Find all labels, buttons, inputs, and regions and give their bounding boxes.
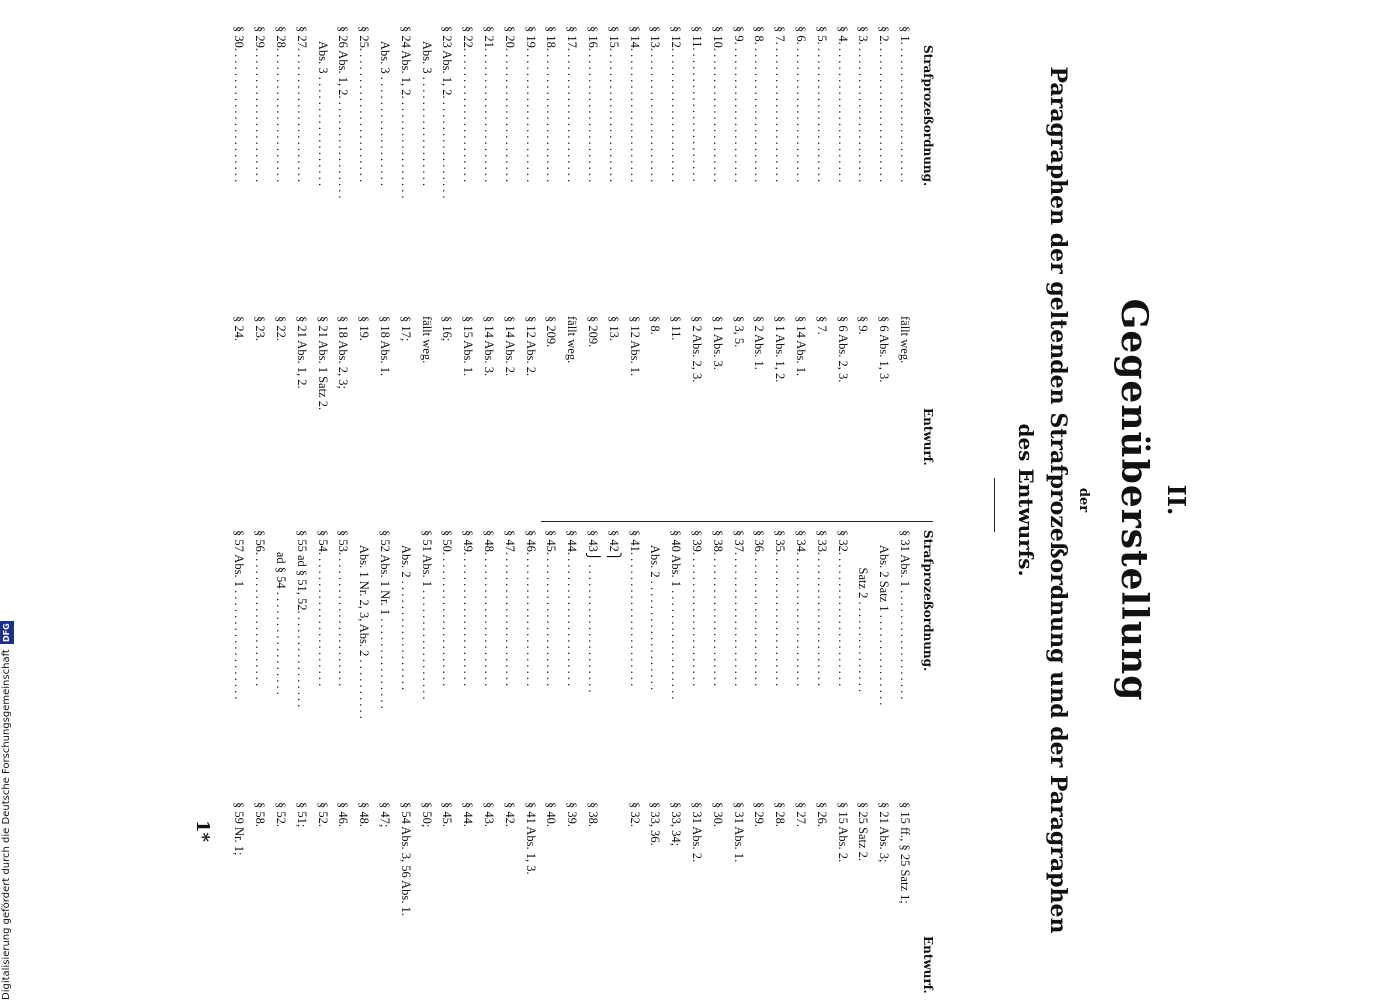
table-row — [541, 530, 562, 992]
strafprozess-cell: § 14. . . . . . . . . . . . . . . . . . . . . . — [627, 26, 642, 183]
strafprozess-cell: § 42⎫ — [606, 530, 621, 562]
page-title: Gegenüberstellung — [1113, 298, 1155, 702]
strafprozess-cell: Abs. 2 Satz 1 . . . . . . . . . . . . . . . — [877, 530, 892, 706]
strafprozess-cell: § 46. . . . . . . . . . . . . . . . . . . . . . — [523, 530, 538, 687]
entwurf-cell: § 22. — [274, 316, 289, 341]
strafprozess-cell: § 32. . . . . . . . . . . . . . . . . . . . . . — [835, 530, 850, 687]
entwurf-cell: § 42. — [502, 802, 517, 827]
subtitle-line-2: des Entwurfs. — [1014, 423, 1038, 577]
left-header-strafprozess: Strafprozeßordnung. — [921, 45, 935, 187]
dfg-logo-icon: DFG — [0, 621, 14, 644]
table-row — [624, 26, 645, 516]
table-row — [478, 530, 499, 992]
strafprozess-cell: § 20. . . . . . . . . . . . . . . . . . . . . . — [502, 26, 517, 183]
entwurf-cell: § 23. — [253, 316, 268, 341]
entwurf-cell: fällt weg. — [565, 316, 580, 364]
table-row — [728, 26, 749, 516]
strafprozess-cell: § 43⎭ . . . . . . . . . . . . . . . . . . . . . — [586, 530, 601, 693]
table-row — [457, 530, 478, 992]
table-row — [333, 530, 354, 992]
strafprozess-cell: Abs. 3 . . . . . . . . . . . . . . . . . . — [419, 26, 434, 187]
entwurf-cell: § 52. — [274, 802, 289, 827]
entwurf-cell: § 9. — [856, 316, 871, 335]
strafprozess-cell: § 47. . . . . . . . . . . . . . . . . . . . . . — [502, 530, 517, 687]
strafprozess-cell: § 4. . . . . . . . . . . . . . . . . . . . . . . — [835, 26, 850, 183]
table-row — [707, 26, 728, 516]
entwurf-cell: § 18 Abs. 2, 3; — [336, 316, 351, 389]
table-row — [395, 26, 416, 516]
entwurf-cell: § 14 Abs. 2. — [502, 316, 517, 377]
entwurf-cell: § 2 Abs. 1. — [752, 316, 767, 370]
entwurf-cell: § 13. — [606, 316, 621, 341]
strafprozess-cell: § 57 Abs. 1 . . . . . . . . . . . . . . . . . . — [232, 530, 247, 700]
entwurf-cell: § 51; — [294, 802, 309, 828]
table-row — [374, 530, 395, 992]
strafprozess-cell: § 52 Abs. 1 Nr. 1 . . . . . . . . . . . . . . . — [378, 530, 393, 709]
strafprozess-cell: § 11. . . . . . . . . . . . . . . . . . . . . . — [690, 26, 705, 182]
strafprozess-cell: § 17. . . . . . . . . . . . . . . . . . . . . . — [565, 26, 580, 183]
entwurf-cell: § 50; — [419, 802, 434, 828]
entwurf-cell: § 8. — [648, 316, 663, 335]
table-row — [873, 26, 894, 516]
table-row — [582, 26, 603, 516]
table-row — [686, 530, 707, 992]
strafprozess-cell: § 26 Abs. 1, 2. . . . . . . . . . . . . . . . . — [336, 26, 351, 199]
table-row — [790, 26, 811, 516]
strafprozess-cell: § 38. . . . . . . . . . . . . . . . . . . . . . — [710, 530, 725, 687]
entwurf-cell: § 21 Abs. 1 Satz 2. — [315, 316, 330, 411]
table-row — [728, 530, 749, 992]
table-row — [665, 530, 686, 992]
table-row — [645, 26, 666, 516]
right-table — [229, 530, 915, 992]
table-row — [437, 530, 458, 992]
entwurf-cell: § 32. — [627, 802, 642, 827]
entwurf-cell: § 47; — [378, 802, 393, 828]
table-row — [395, 530, 416, 992]
entwurf-cell: § 1 Abs. 1, 2. — [773, 316, 788, 383]
table-row — [561, 26, 582, 516]
entwurf-cell: § 30. — [710, 802, 725, 827]
strafprozess-cell: § 29. . . . . . . . . . . . . . . . . . . . . . — [253, 26, 268, 183]
table-row — [811, 530, 832, 992]
table-row — [270, 26, 291, 516]
strafprozess-cell: § 41. . . . . . . . . . . . . . . . . . . . . . — [627, 530, 642, 687]
right-header-strafprozess: Strafprozeßordnung. — [921, 530, 935, 672]
entwurf-cell: § 27. — [794, 802, 809, 827]
entwurf-cell: § 33, 34; — [669, 802, 684, 847]
entwurf-cell: § 18 Abs. 1. — [378, 316, 393, 377]
table-row — [603, 26, 624, 516]
strafprozess-cell: § 21. . . . . . . . . . . . . . . . . . . . . . — [482, 26, 497, 183]
strafprozess-cell: § 2. . . . . . . . . . . . . . . . . . . . . . . — [877, 26, 892, 183]
strafprozess-cell: § 40 Abs. 1 . . . . . . . . . . . . . . . . . . — [669, 530, 684, 700]
column-divider — [541, 521, 933, 522]
strafprozess-cell: § 54. . . . . . . . . . . . . . . . . . . . . . — [315, 530, 330, 687]
strafprozess-cell: § 23 Abs. 1, 2. . . . . . . . . . . . . . . . . — [440, 26, 455, 199]
strafprozess-cell: § 36. . . . . . . . . . . . . . . . . . . . . . — [752, 530, 767, 687]
table-row — [312, 530, 333, 992]
table-row — [499, 530, 520, 992]
strafprozess-cell: § 31 Abs. 1 . . . . . . . . . . . . . . . . . . — [898, 530, 912, 700]
entwurf-cell: § 209. — [544, 316, 559, 348]
table-row — [291, 26, 312, 516]
table-row — [270, 530, 291, 992]
strafprozess-cell: § 22. . . . . . . . . . . . . . . . . . . . . . — [461, 26, 476, 183]
entwurf-cell: § 15 Abs. 2. — [835, 802, 850, 863]
table-row — [832, 530, 853, 992]
table-row — [312, 26, 333, 516]
subtitle-line-1: Paragraphen der geltenden Strafprozeßordnung und der Paragraphen — [1045, 66, 1071, 934]
table-row — [437, 26, 458, 516]
strafprozess-cell: § 56. . . . . . . . . . . . . . . . . . . . . . — [253, 530, 268, 687]
table-row — [416, 26, 437, 516]
entwurf-cell: § 29. — [752, 802, 767, 827]
entwurf-cell: § 3, 5. — [731, 316, 746, 348]
strafprozess-cell: § 24 Abs. 1, 2. . . . . . . . . . . . . . . . . — [398, 26, 413, 199]
table-row — [250, 26, 271, 516]
table-row — [291, 530, 312, 992]
entwurf-cell: § 44. — [461, 802, 476, 827]
table-row — [894, 26, 915, 516]
entwurf-cell: § 21 Abs. 1, 2. — [294, 316, 309, 389]
strafprozess-cell: § 18. . . . . . . . . . . . . . . . . . . . . . — [544, 26, 559, 183]
strafprozess-cell: § 33. . . . . . . . . . . . . . . . . . . . . . — [814, 530, 829, 687]
strafprozess-cell: § 48. . . . . . . . . . . . . . . . . . . . . . — [482, 530, 497, 687]
entwurf-cell: § 43. — [482, 802, 497, 827]
entwurf-cell: fällt weg. — [419, 316, 434, 364]
table-row — [416, 530, 437, 992]
entwurf-cell: § 1 Abs. 3. — [710, 316, 725, 370]
strafprozess-cell: § 3. . . . . . . . . . . . . . . . . . . . . . . — [856, 26, 871, 183]
table-row — [561, 530, 582, 992]
right-header-entwurf: Entwurf. — [921, 936, 935, 994]
strafprozess-cell: § 10. . . . . . . . . . . . . . . . . . . . . . — [710, 26, 725, 183]
entwurf-cell: § 28. — [773, 802, 788, 827]
strafprozess-cell: § 37. . . . . . . . . . . . . . . . . . . . . . — [731, 530, 746, 687]
title-connector: der — [1076, 487, 1091, 513]
table-row — [749, 26, 770, 516]
strafprozess-cell: Abs. 2 . . . . . . . . . . . . . . . . . . — [648, 530, 663, 691]
entwurf-cell: § 14 Abs. 1. — [794, 316, 809, 377]
entwurf-cell: § 6 Abs. 1, 3. — [877, 316, 892, 383]
entwurf-cell: § 31 Abs. 1. — [731, 802, 746, 863]
entwurf-cell: § 33, 36. — [648, 802, 663, 846]
table-row — [894, 530, 915, 992]
entwurf-cell: § 14 Abs. 3. — [482, 316, 497, 377]
entwurf-cell: § 21 Abs. 3; — [877, 802, 892, 863]
strafprozess-cell: § 16. . . . . . . . . . . . . . . . . . . . . . — [586, 26, 601, 183]
entwurf-cell: § 25 Satz 2. — [856, 802, 871, 862]
entwurf-cell: § 12 Abs. 1. — [627, 316, 642, 377]
table-row — [603, 530, 624, 992]
table-row — [790, 530, 811, 992]
table-row — [832, 26, 853, 516]
table-row — [769, 26, 790, 516]
strafprozess-cell: § 49. . . . . . . . . . . . . . . . . . . . . . — [461, 530, 476, 687]
strafprozess-cell: § 25. . . . . . . . . . . . . . . . . . . . . . — [357, 26, 372, 183]
table-row — [229, 26, 250, 516]
entwurf-cell: § 15 ff., § 25 Satz 1; — [898, 802, 912, 904]
entwurf-cell: § 7. — [814, 316, 829, 335]
sidebar-text: Digitalisierung gefördert durch die Deutsche Forschungsgemeinschaft — [1, 649, 12, 1000]
entwurf-cell: § 15 Abs. 1. — [461, 316, 476, 377]
strafprozess-cell: § 7. . . . . . . . . . . . . . . . . . . . . . . — [773, 26, 788, 183]
entwurf-cell: § 40. — [544, 802, 559, 827]
entwurf-cell: § 48. — [357, 802, 372, 827]
digitization-sidebar — [0, 606, 14, 1000]
entwurf-cell: § 209. — [586, 316, 601, 348]
strafprozess-cell: Abs. 1 Nr. 2, 3, Abs. 2 . . . . . . . . . . — [357, 530, 372, 719]
table-row — [665, 26, 686, 516]
table-row — [582, 530, 603, 992]
strafprozess-cell: § 1. . . . . . . . . . . . . . . . . . . . . . . — [898, 26, 912, 183]
entwurf-cell: § 12 Abs. 2. — [523, 316, 538, 377]
strafprozess-cell: § 15. . . . . . . . . . . . . . . . . . . . . . — [606, 26, 621, 183]
table-row — [520, 26, 541, 516]
strafprozess-cell: § 44. . . . . . . . . . . . . . . . . . . . . . — [565, 530, 580, 687]
table-row — [250, 530, 271, 992]
strafprozess-cell: § 35. . . . . . . . . . . . . . . . . . . . . . — [773, 530, 788, 687]
entwurf-cell: § 24. — [232, 316, 247, 341]
table-row — [353, 530, 374, 992]
entwurf-cell: § 59 Nr. 1; — [232, 802, 247, 856]
entwurf-cell: § 52. — [315, 802, 330, 827]
entwurf-cell: § 16; — [440, 316, 455, 342]
entwurf-cell: § 39. — [565, 802, 580, 827]
table-row — [853, 530, 874, 992]
strafprozess-cell: § 9. . . . . . . . . . . . . . . . . . . . . . . — [731, 26, 746, 183]
entwurf-cell: § 54 Abs. 3, 56 Abs. 1. — [398, 802, 413, 916]
table-row — [624, 530, 645, 992]
table-row — [499, 26, 520, 516]
strafprozess-cell: § 53. . . . . . . . . . . . . . . . . . . . . . — [336, 530, 351, 687]
table-row — [645, 530, 666, 992]
table-row — [749, 530, 770, 992]
table-row — [478, 26, 499, 516]
entwurf-cell: § 19. — [357, 316, 372, 341]
strafprozess-cell: ad § 54 . . . . . . . . . . . . . . . . . — [274, 530, 289, 695]
table-row — [333, 26, 354, 516]
table-row — [707, 530, 728, 992]
page-number: 1* — [192, 820, 213, 842]
strafprozess-cell: Abs. 3 . . . . . . . . . . . . . . . . . . — [315, 26, 330, 187]
section-number: II. — [1162, 484, 1191, 516]
title-rule — [994, 478, 995, 532]
entwurf-cell: § 58. — [253, 802, 268, 827]
entwurf-cell: § 17; — [398, 316, 413, 342]
table-row — [686, 26, 707, 516]
strafprozess-cell: Satz 2 . . . . . . . . . . . . . . . — [856, 530, 871, 693]
strafprozess-cell: § 27. . . . . . . . . . . . . . . . . . . . . . — [294, 26, 309, 183]
strafprozess-cell: § 50. . . . . . . . . . . . . . . . . . . . . . — [440, 530, 455, 687]
strafprozess-cell: § 39. . . . . . . . . . . . . . . . . . . . . . — [690, 530, 705, 687]
strafprozess-cell: § 13. . . . . . . . . . . . . . . . . . . . . . — [648, 26, 663, 183]
left-table — [229, 26, 915, 516]
table-row — [457, 26, 478, 516]
table-row — [229, 530, 250, 992]
strafprozess-cell: Abs. 2 . . . . . . . . . . . . . . . . . . — [398, 530, 413, 691]
strafprozess-cell: § 19. . . . . . . . . . . . . . . . . . . . . . — [523, 26, 538, 183]
table-row — [520, 530, 541, 992]
entwurf-cell: § 41 Abs. 1, 3. — [523, 802, 538, 875]
strafprozess-cell: § 8. . . . . . . . . . . . . . . . . . . . . . . — [752, 26, 767, 183]
entwurf-cell: § 46. — [336, 802, 351, 827]
table-row — [374, 26, 395, 516]
entwurf-cell: § 6 Abs. 2, 3. — [835, 316, 850, 383]
strafprozess-cell: § 6. . . . . . . . . . . . . . . . . . . . . . . — [794, 26, 809, 183]
table-row — [769, 530, 790, 992]
strafprozess-cell: § 28. . . . . . . . . . . . . . . . . . . . . . — [274, 26, 289, 183]
entwurf-cell: fällt weg. — [898, 316, 912, 364]
table-row — [353, 26, 374, 516]
entwurf-cell: § 11. — [669, 316, 684, 341]
entwurf-cell: § 2 Abs. 2, 3. — [690, 316, 705, 383]
entwurf-cell: § 26. — [814, 802, 829, 827]
strafprozess-cell: § 5. . . . . . . . . . . . . . . . . . . . . . . — [814, 26, 829, 183]
strafprozess-cell: § 30. . . . . . . . . . . . . . . . . . . . . . — [232, 26, 247, 183]
entwurf-cell: § 38. — [586, 802, 601, 827]
table-row — [873, 530, 894, 992]
strafprozess-cell: § 55 ad § 51, 52. . . . . . . . . . . . . . . . — [294, 530, 309, 708]
left-header-entwurf: Entwurf. — [921, 408, 935, 466]
strafprozess-cell: Abs. 3 . . . . . . . . . . . . . . . . . . — [378, 26, 393, 187]
table-row — [541, 26, 562, 516]
strafprozess-cell: § 51 Abs. 1 . . . . . . . . . . . . . . . . . . — [419, 530, 434, 700]
strafprozess-cell: § 12. . . . . . . . . . . . . . . . . . . . . . — [669, 26, 684, 183]
strafprozess-cell: § 45. . . . . . . . . . . . . . . . . . . . . . — [544, 530, 559, 687]
table-row — [811, 26, 832, 516]
table-row — [853, 26, 874, 516]
entwurf-cell: § 45. — [440, 802, 455, 827]
strafprozess-cell: § 34. . . . . . . . . . . . . . . . . . . . . . — [794, 530, 809, 687]
entwurf-cell: § 31 Abs. 2. — [690, 802, 705, 863]
